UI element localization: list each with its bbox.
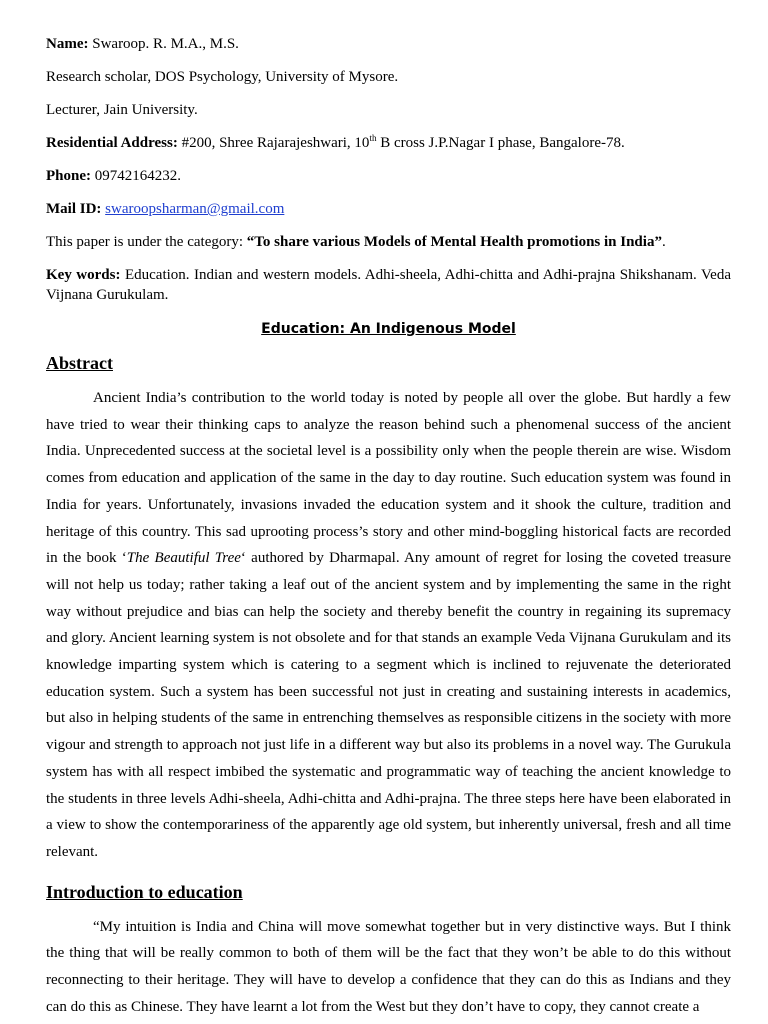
paper-page xyxy=(46,34,731,1020)
author-name-line xyxy=(46,34,731,54)
abstract-heading: Abstract xyxy=(46,353,113,373)
category-value: “To share various Models of Mental Health promotions in India” xyxy=(246,234,662,250)
phone-label: Phone: xyxy=(46,168,91,184)
category-suffix: . xyxy=(661,234,666,250)
book-title: The Beautiful Tree xyxy=(126,550,241,567)
introduction-paragraph: “My intuition is India and China will move somewhat together but in very distinctive ways. But I think the thing that will be really common to both of them will be the fact that they won’t be able to do this without reconnecting to their heritage. They will have to develop a confidence that they can do this as Indians and they can do this as Chinese. They have learnt a lot from the West but they don’t have to copy, they cannot create a xyxy=(46,918,731,1015)
paper-title: Education: An Indigenous Model xyxy=(261,321,516,337)
affiliation-line-1: Research scholar, DOS Psychology, University of Mysore. xyxy=(46,69,399,85)
abstract-text-post: ‘ authored by Dharmapal. Any amount of regret for losing the coveted treasure will not help us today; rather taking a leaf out of the ancient system and by implementing the same in the right way without prejudice and bias can help the society and thereby benefit the country in regaining its supremacy and glory. Ancient learning system is not obsolete and for that stands an example Veda Vijnana Gurukulam and its knowledge imparting system which is catering to a segment which is inclined to rejuvenate the deteriorated education system. Such a system has been successful not just in creating and sustaining interests in academics, but also in helping students of the same in entrenching themselves as responsible citizens in the society with more vigour and strength to approach not just life in a different way but also its problems in a novel way. The Gurukula system has with all respect imbibed the systematic and programmatic way of teaching the ancient knowledge to the students in three levels Adhi-sheela, Adhi-chitta and Adhi-prajna. The three steps here have been elaborated in a view to show the contemporariness of the apparently age old system, but inherently universal, fresh and all time relevant. xyxy=(46,550,731,860)
abstract-text-pre: Ancient India’s contribution to the world today is noted by people all over the globe. But hardly a few have tried to wear their thinking caps to analyze the reason behind such a phenomenal success of the ancient India. Unprecedented success at the societal level is a possibility only when the people therein are wise. Wisdom comes from education and application of the same in the day to day routine. Such education system was found in India for years. Unfortunately, invasions invaded the education system and it shook the culture, tradition and heritage of this country. This sad uprooting process’s story and other mind-boggling historical facts are recorded in the book ‘ xyxy=(46,390,731,567)
introduction-heading: Introduction to education xyxy=(46,881,243,902)
keywords-value: Education. Indian and western models. Adhi-sheela, Adhi-chitta and Adhi-prajna Shikshanam. Veda Vijnana Gurukulam. xyxy=(46,267,732,303)
category-line xyxy=(46,232,731,252)
keywords-label: Key words: xyxy=(46,267,121,283)
category-prefix: This paper is under the category: xyxy=(46,234,247,250)
phone-line xyxy=(46,166,731,186)
address-line xyxy=(46,133,731,153)
address-value-post: B cross J.P.Nagar I phase, Bangalore-78. xyxy=(376,135,625,151)
mail-line xyxy=(46,199,731,219)
affiliation-line-2: Lecturer, Jain University. xyxy=(46,102,198,118)
mail-label: Mail ID: xyxy=(46,201,102,217)
address-label: Residential Address: xyxy=(46,135,178,151)
keywords-line xyxy=(46,265,731,305)
name-label: Name: xyxy=(46,36,89,52)
address-superscript: th xyxy=(369,133,377,143)
address-value-pre: #200, Shree Rajarajeshwari, 10 xyxy=(177,135,370,151)
email-link[interactable]: swaroopsharman@gmail.com xyxy=(105,201,285,217)
abstract-paragraph xyxy=(46,385,731,866)
phone-value: 09742164232. xyxy=(91,168,181,184)
name-value: Swaroop. R. M.A., M.S. xyxy=(88,36,239,52)
